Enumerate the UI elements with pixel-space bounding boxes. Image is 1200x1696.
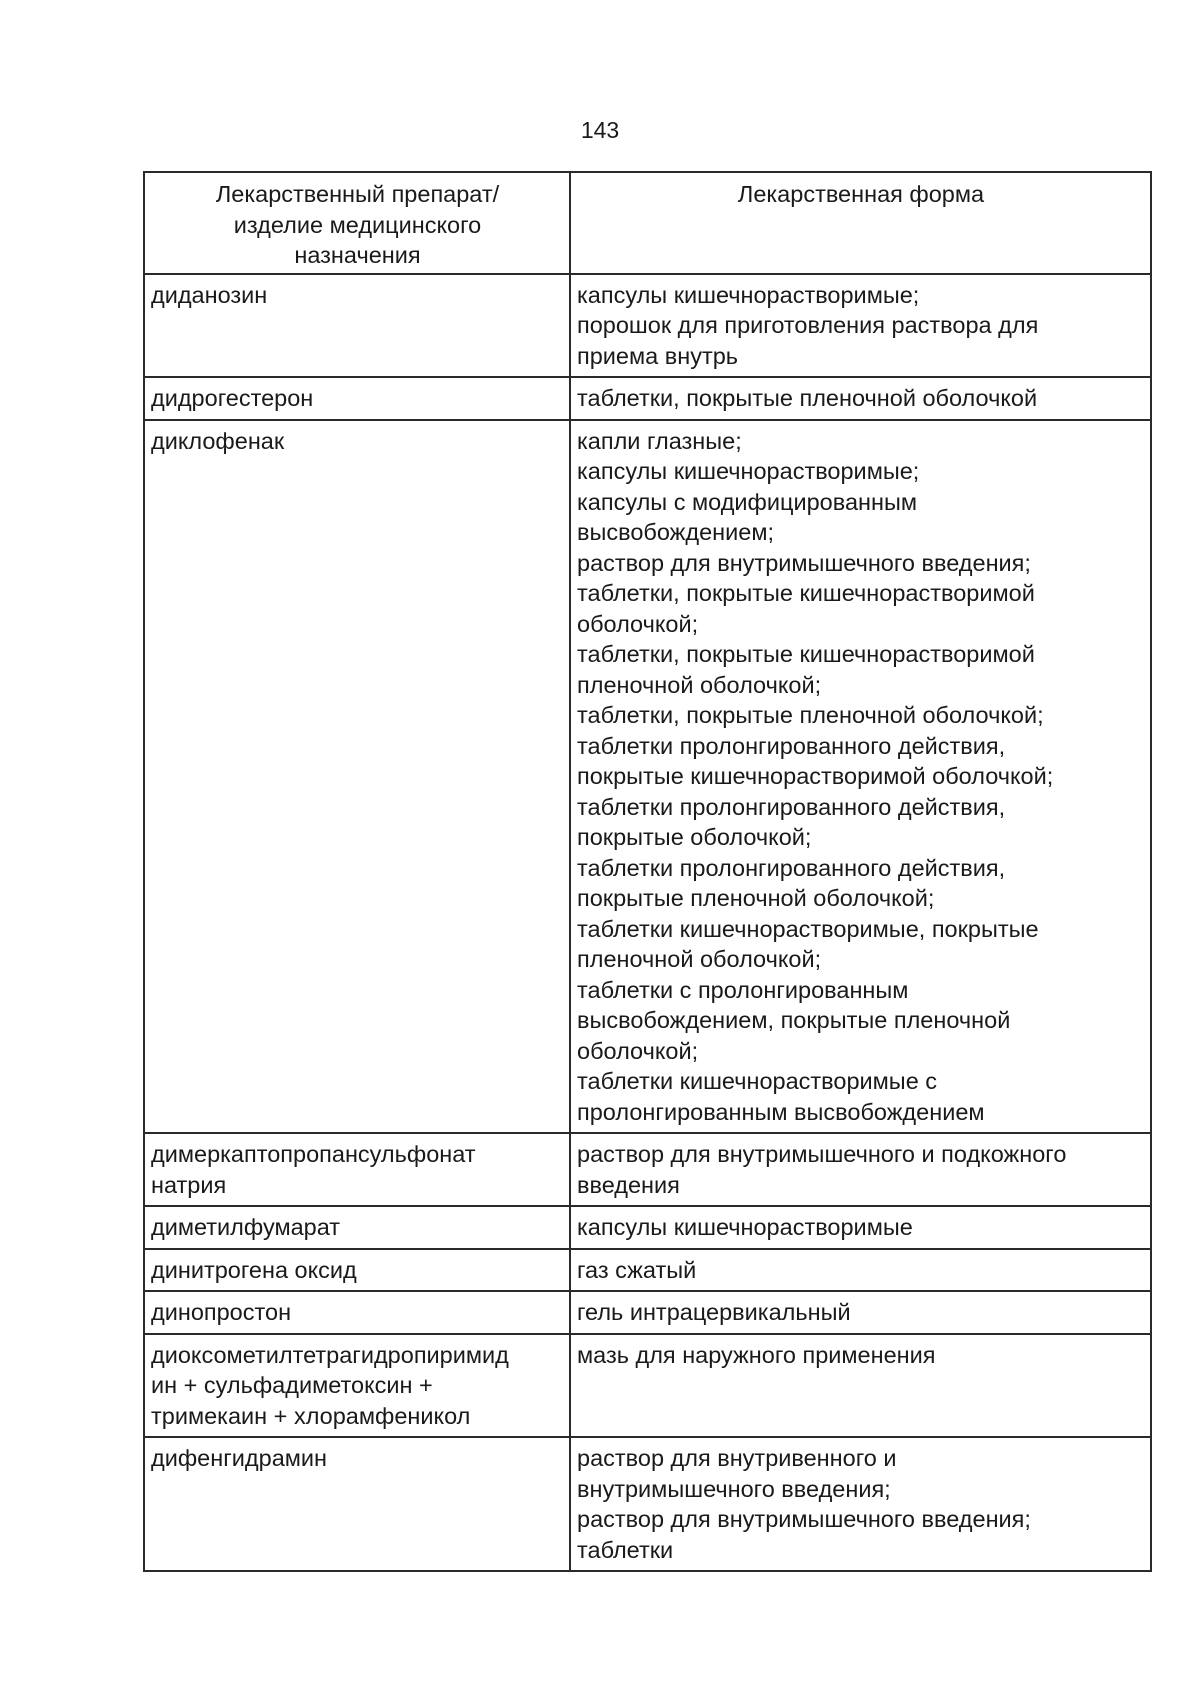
- drug-name-cell: [144, 1133, 570, 1206]
- cell-line: динитрогена оксид: [151, 1256, 357, 1283]
- cell-line: Лекарственный препарат/: [215, 181, 500, 207]
- cell-line: ин + сульфадиметоксин +: [151, 1372, 433, 1398]
- header-form: [570, 172, 1151, 274]
- cell-line: дидрогестерон: [151, 385, 314, 411]
- dosage-form-cell: [570, 420, 1151, 1134]
- cell-line: динопростон: [151, 1299, 292, 1325]
- cell-line: димеркаптопропансульфонат: [151, 1141, 476, 1167]
- cell-line: покрытые пленочной оболочкой;: [577, 885, 935, 911]
- dosage-form-cell: [570, 274, 1151, 378]
- cell-line: таблетки, покрытые пленочной оболочкой;: [577, 702, 1044, 728]
- table-row: [144, 420, 1151, 1134]
- cell-line: таблетки с пролонгированным: [577, 976, 909, 1003]
- drug-name-cell: [144, 1291, 570, 1334]
- table-row: [144, 1291, 1151, 1334]
- cell-line: оболочкой;: [577, 1037, 699, 1064]
- table-row: [144, 1334, 1151, 1438]
- cell-line: таблетки пролонгированного действия,: [577, 854, 1006, 881]
- cell-line: порошок для приготовления раствора для: [577, 312, 1039, 338]
- cell-line: таблетки пролонгированного действия,: [577, 793, 1006, 820]
- cell-line: натрия: [151, 1171, 227, 1198]
- cell-line: высвобождением;: [577, 519, 775, 545]
- cell-line: приема внутрь: [577, 342, 739, 369]
- cell-line: капли глазные;: [577, 427, 742, 454]
- cell-line: капсулы кишечнорастворимые;: [577, 281, 920, 308]
- cell-line: раствор для внутримышечного введения;: [577, 1506, 1031, 1532]
- cell-line: дифенгидрамин: [151, 1445, 328, 1471]
- cell-line: тримекаин + хлорамфеникол: [151, 1402, 471, 1429]
- cell-line: таблетки, покрытые кишечнорастворимой: [577, 641, 1035, 667]
- cell-line: покрытые оболочкой;: [577, 824, 812, 850]
- cell-line: диоксометилтетрагидропиримид: [151, 1341, 509, 1368]
- cell-line: изделие медицинского: [233, 211, 482, 238]
- cell-line: диклофенак: [151, 427, 285, 454]
- drug-name-cell: [144, 1334, 570, 1438]
- cell-line: покрытые кишечнорастворимой оболочкой;: [577, 763, 1054, 789]
- drug-table: [143, 171, 1152, 1572]
- cell-line: таблетки кишечнорастворимые с: [577, 1068, 938, 1094]
- cell-line: раствор для внутримышечного введения;: [577, 549, 1031, 576]
- cell-line: капсулы кишечнорастворимые;: [577, 458, 920, 484]
- cell-line: таблетки, покрытые пленочной оболочкой: [577, 385, 1038, 411]
- dosage-form-cell: [570, 377, 1151, 420]
- cell-line: таблетки кишечнорастворимые, покрытые: [577, 915, 1039, 942]
- dosage-form-cell: [570, 1437, 1151, 1571]
- table-row: [144, 1249, 1151, 1292]
- cell-line: раствор для внутримышечного и подкожного: [577, 1141, 1067, 1167]
- table-row: [144, 274, 1151, 378]
- cell-line: пленочной оболочкой;: [577, 671, 822, 698]
- cell-line: газ сжатый: [577, 1256, 697, 1283]
- page-number: 143: [580, 117, 620, 143]
- cell-line: внутримышечного введения;: [577, 1475, 891, 1502]
- dosage-form-cell: [570, 1206, 1151, 1249]
- cell-line: Лекарственная форма: [737, 181, 985, 207]
- cell-line: таблетки, покрытые кишечнорастворимой: [577, 580, 1035, 606]
- cell-line: диметилфумарат: [151, 1214, 341, 1240]
- table-row: [144, 1206, 1151, 1249]
- drug-name-cell: [144, 420, 570, 1134]
- cell-line: гель интрацервикальный: [577, 1299, 851, 1325]
- cell-line: таблетки пролонгированного действия,: [577, 732, 1006, 759]
- cell-line: диданозин: [151, 281, 268, 308]
- dosage-form-cell: [570, 1291, 1151, 1334]
- dosage-form-cell: [570, 1334, 1151, 1438]
- drug-name-cell: [144, 274, 570, 378]
- cell-line: высвобождением, покрытые пленочной: [577, 1007, 1011, 1033]
- cell-line: введения: [577, 1171, 680, 1198]
- drug-name-cell: [144, 1206, 570, 1249]
- cell-line: капсулы с модифицированным: [577, 488, 918, 515]
- drug-name-cell: [144, 377, 570, 420]
- cell-line: оболочкой;: [577, 610, 699, 637]
- header-drug: [144, 172, 570, 274]
- cell-line: раствор для внутривенного и: [577, 1445, 897, 1471]
- cell-line: мазь для наружного применения: [577, 1341, 936, 1368]
- table-row: [144, 377, 1151, 420]
- dosage-form-cell: [570, 1133, 1151, 1206]
- cell-line: капсулы кишечнорастворимые: [577, 1214, 913, 1240]
- cell-line: пленочной оболочкой;: [577, 946, 822, 972]
- table-header-row: [144, 172, 1151, 274]
- cell-line: таблетки: [577, 1536, 674, 1563]
- cell-line: назначения: [294, 242, 421, 268]
- table-row: [144, 1133, 1151, 1206]
- table-row: [144, 1437, 1151, 1571]
- drug-name-cell: [144, 1249, 570, 1292]
- drug-name-cell: [144, 1437, 570, 1571]
- dosage-form-cell: [570, 1249, 1151, 1292]
- cell-line: пролонгированным высвобождением: [577, 1098, 985, 1125]
